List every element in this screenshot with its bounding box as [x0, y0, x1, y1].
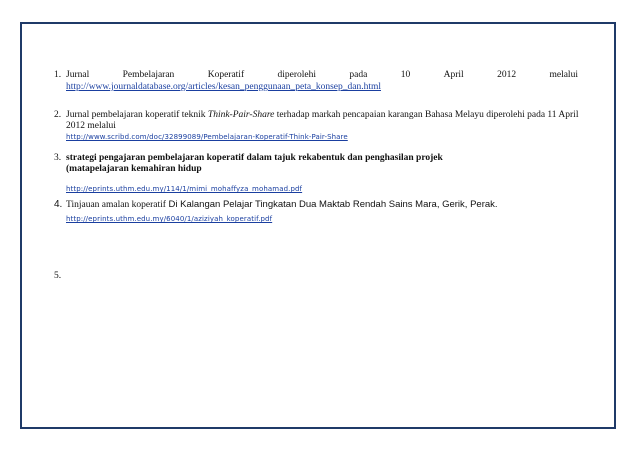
word: Koperatif [207, 70, 245, 80]
reference-2-line-2: 2012 melalui [66, 121, 116, 131]
reference-number: 5. [54, 271, 62, 281]
reference-number: 4. [54, 199, 63, 210]
reference-item-1 [54, 70, 578, 93]
word: Jurnal [66, 70, 90, 80]
word: 2012 [497, 70, 517, 80]
reference-2-text: Jurnal pembelajaran koperatif teknik [66, 110, 208, 120]
reference-number: 1. [54, 70, 62, 80]
reference-number: 2. [54, 110, 62, 120]
word: April [443, 70, 464, 80]
word: pada [349, 70, 368, 80]
reference-1-title-line [66, 70, 578, 81]
reference-1-link[interactable]: http://www.journaldatabase.org/articles/kesan_penggunaan_peta_konsep_dan.html [66, 82, 381, 92]
reference-item-4 [54, 199, 578, 225]
reference-2-italic: Think-Pair-Share [207, 110, 275, 120]
word: Pembelajaran [122, 70, 175, 80]
reference-3-line-2: (matapelajaran kemahiran hidup [66, 164, 202, 174]
reference-4-line-1 [66, 199, 578, 211]
reference-3-link[interactable]: http://eprints.uthm.edu.my/114/1/mimi_mohaffyza_mohamad.pdf [66, 185, 303, 193]
reference-4-text-sans: Di Kalangan Pelajar Tingkatan Dua Maktab Rendah Sains Mara, Gerik, Perak. [165, 199, 498, 210]
reference-3-line-1: strategi pengajaran pembelajaran koperatif dalam tajuk rekabentuk dan penghasilan projek [66, 153, 443, 163]
reference-4-link[interactable]: http://eprints.uthm.edu.my/6040/1/aziziyah_koperatif.pdf [66, 215, 273, 223]
word: diperolehi [277, 70, 317, 80]
reference-item-3 [54, 153, 578, 195]
reference-number: 3. [54, 153, 62, 163]
reference-4-text: Tinjauan amalan koperatif [66, 200, 166, 210]
reference-2-text-after: terhadap markah pencapaian karangan Bahasa Melayu diperolehi pada 11 April [274, 110, 579, 120]
word: 10 [400, 70, 411, 80]
reference-2-line-1 [66, 110, 578, 121]
reference-2-link[interactable]: http://www.scribd.com/doc/32899089/Pembelajaran-Koperatif-Think-Pair-Share [66, 133, 348, 141]
reference-item-2 [54, 110, 579, 143]
word: melalui [549, 70, 578, 80]
